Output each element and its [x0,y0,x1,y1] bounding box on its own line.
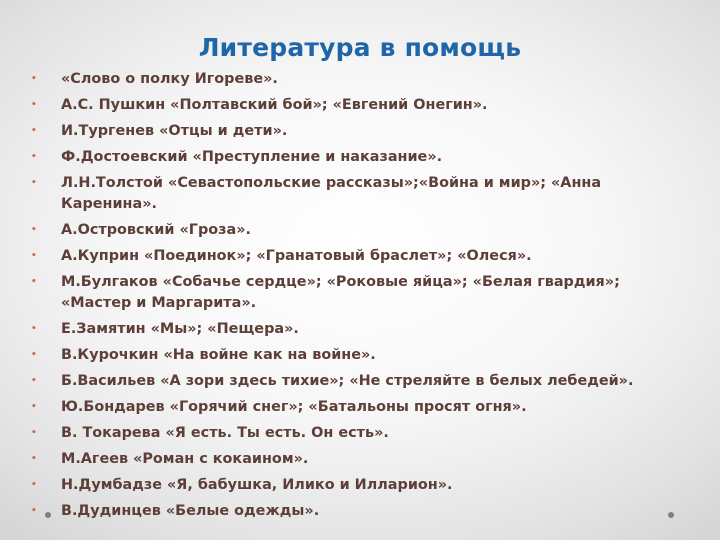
bullet-icon: • [31,506,37,517]
list-item [26,423,694,444]
list-item [26,272,694,313]
list-item-text: Л.Н.Толстой «Севастопольские рассказы»;«Война и мир»; «Анна Каренина». [61,175,602,212]
list-item-text: В.Дудинцев «Белые одежды». [61,503,320,520]
list-item [26,501,694,522]
list-item [26,397,694,418]
bullet-icon: • [31,349,37,360]
bullet-icon: • [31,480,37,491]
list-item-text: А.Островский «Гроза». [61,221,251,238]
list-item-text: В. Токарева «Я есть. Ты есть. Он есть». [61,425,389,442]
list-item [26,345,694,366]
bullet-icon: • [31,178,37,189]
list-item-text: «Слово о полку Игореве». [61,71,278,87]
bullet-icon: • [31,126,37,137]
list-item [26,147,694,168]
corner-dot-icon [45,512,51,518]
bullet-icon: • [31,375,37,386]
bullet-icon: • [31,323,37,334]
list-item-text: В.Курочкин «На войне как на войне». [61,346,376,363]
bullet-icon: • [31,74,37,84]
list-item [26,173,694,214]
slide-title: Литература в помощь [198,33,522,62]
bullet-icon: • [31,100,37,111]
list-item [26,121,694,142]
bullet-icon: • [31,402,37,413]
list-item [26,371,694,392]
list-item-text: М.Агеев «Роман с кокаином». [61,451,309,468]
bullet-icon: • [31,428,37,439]
list-item [26,95,694,116]
bullet-icon: • [31,454,37,465]
bullet-list [26,69,694,528]
list-item-text: Б.Васильев «А зори здесь тихие»; «Не стреляйте в белых лебедей». [61,372,634,389]
bullet-icon: • [31,277,37,288]
bullet-icon: • [31,251,37,262]
bullet-icon: • [31,224,37,235]
list-item-text: И.Тургенев «Отцы и дети». [61,123,288,140]
list-item-text: Н.Думбадзе «Я, бабушка, Илико и Илларион». [61,477,453,494]
list-item-text: А.Куприн «Поединок»; «Гранатовый браслет»; «Олеся». [61,248,532,265]
list-item-text: А.С. Пушкин «Полтавский бой»; «Евгений Онегин». [61,97,488,114]
bullet-icon: • [31,152,37,163]
list-item [26,319,694,340]
list-item [26,449,694,470]
list-item [26,69,694,90]
list-item [26,246,694,267]
corner-dot-icon [668,512,674,518]
list-item-text: Е.Замятин «Мы»; «Пещера». [61,320,299,337]
list-item [26,220,694,241]
list-item [26,475,694,496]
list-item-text: Ф.Достоевский «Преступление и наказание». [61,149,443,166]
list-item-text: Ю.Бондарев «Горячий снег»; «Батальоны просят огня». [61,399,527,416]
list-item-text: М.Булгаков «Собачье сердце»; «Роковые яйца»; «Белая гвардия»; «Мастер и Маргарита». [61,274,620,311]
